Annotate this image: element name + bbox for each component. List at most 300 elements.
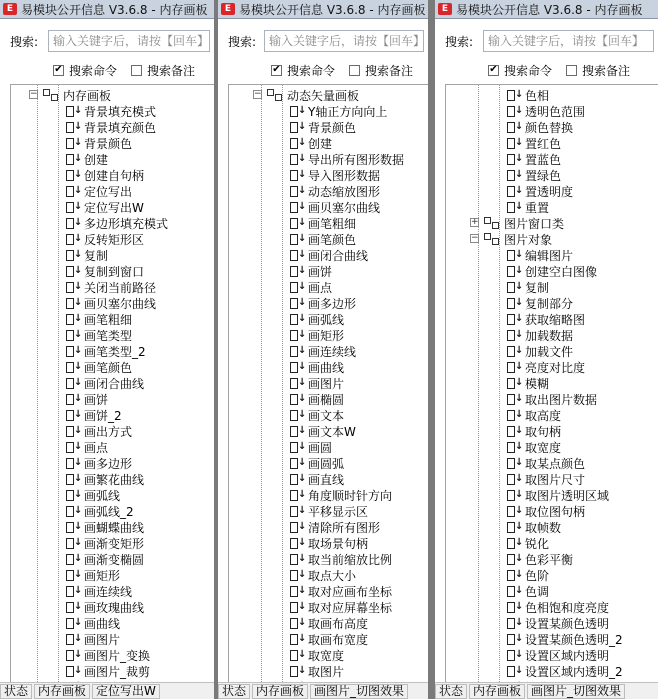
tree-method-node[interactable]: [11, 631, 214, 647]
tree-method-node[interactable]: [11, 279, 214, 295]
tree-method-node[interactable]: [11, 263, 214, 279]
tree-node-label: 画连续线: [308, 344, 357, 359]
status-segment: 内存画板: [252, 684, 308, 699]
method-icon: ↓: [290, 137, 304, 149]
tree-method-node[interactable]: [446, 263, 658, 279]
method-icon: ↓: [507, 505, 521, 517]
tree-node-label: 创建: [84, 152, 109, 167]
tree-node-label: 动态矢量画板: [287, 88, 360, 103]
title-bar[interactable]: [218, 0, 428, 19]
method-icon: ↓: [66, 649, 80, 661]
method-icon: ↓: [66, 121, 80, 133]
tree-node-label: 图片对象: [504, 232, 553, 247]
method-icon: ↓: [290, 153, 304, 165]
tree-method-node[interactable]: [446, 487, 658, 503]
tree-method-node[interactable]: [446, 247, 658, 263]
tree-node-label: 取对应画布坐标: [308, 584, 393, 599]
tree-node-label: 复制到窗口: [84, 264, 145, 279]
search-note-checkbox[interactable]: [131, 62, 195, 79]
tree-class-node[interactable]: [446, 231, 658, 247]
tree-method-node[interactable]: [11, 311, 214, 327]
search-command-checkbox-box[interactable]: ✔: [489, 64, 498, 75]
tree-method-node[interactable]: [446, 567, 658, 583]
method-icon: ↓: [507, 377, 521, 389]
method-icon: ↓: [290, 649, 304, 661]
tree-node-label: 创建空白图像: [525, 264, 598, 279]
tree-method-node[interactable]: [11, 535, 214, 551]
method-icon: ↓: [66, 409, 80, 421]
tree-method-node[interactable]: [446, 455, 658, 471]
method-icon: ↓: [507, 585, 521, 597]
tree-method-node[interactable]: [446, 439, 658, 455]
tree-node-label: 内存画板: [63, 88, 112, 103]
collapse-icon[interactable]: −: [471, 233, 479, 243]
tree-method-node[interactable]: [11, 519, 214, 535]
collapse-icon[interactable]: −: [30, 89, 38, 99]
tree-node-label: 画笔粗细: [84, 312, 133, 327]
tree-node-label: 图片窗口类: [504, 216, 565, 231]
search-command-checkbox-box[interactable]: ✔: [54, 64, 63, 75]
tree-node-label: 背景颜色: [84, 136, 133, 151]
tree-method-node[interactable]: [446, 583, 658, 599]
tree-node-label: 平移显示区: [308, 504, 369, 519]
tree-node-label: 画出方式: [84, 424, 133, 439]
search-command-checkbox[interactable]: [488, 62, 552, 79]
method-icon: ↓: [290, 473, 304, 485]
app-logo-icon: E: [438, 3, 452, 15]
tree-method-node[interactable]: [229, 503, 428, 519]
search-options: [0, 61, 214, 79]
tree-node-label: 画文本W: [308, 424, 356, 439]
method-icon: ↓: [66, 505, 80, 517]
tree-node-label: 画图片: [308, 376, 345, 391]
method-icon: ↓: [66, 345, 80, 357]
tree-node-label: 取帧数: [525, 520, 562, 535]
tree-method-node[interactable]: [11, 183, 214, 199]
method-icon: ↓: [507, 665, 521, 677]
tree-method-node[interactable]: [446, 199, 658, 215]
tree-node-label: 重置: [525, 200, 550, 215]
method-icon: ↓: [66, 153, 80, 165]
window-title: 易模块公开信息 V3.6.8 - 内存画板: [456, 2, 643, 17]
tree-method-node[interactable]: [446, 119, 658, 135]
tree-node-label: 画笔颜色: [308, 232, 357, 247]
status-segment: 内存画板: [34, 684, 90, 699]
tree-node-label: 取对应屏幕坐标: [308, 600, 393, 615]
function-tree[interactable]: [228, 84, 428, 683]
method-icon: ↓: [66, 329, 80, 341]
tree-method-node[interactable]: [446, 519, 658, 535]
method-icon: ↓: [290, 633, 304, 645]
tree-method-node[interactable]: [11, 663, 214, 679]
tree-method-node[interactable]: [229, 359, 428, 375]
tree-node-label: 获取缩略图: [525, 312, 586, 327]
app-logo-icon: E: [3, 3, 17, 15]
tree-method-node[interactable]: [11, 135, 214, 151]
tree-node-label: 画点: [84, 440, 109, 455]
tree-node-label: 画闭合曲线: [84, 376, 145, 391]
search-note-checkbox-box[interactable]: [349, 65, 360, 76]
tree-node-label: 设置区域内透明_2: [525, 664, 623, 679]
tree-method-node[interactable]: [446, 391, 658, 407]
method-icon: ↓: [507, 489, 521, 501]
method-icon: ↓: [290, 345, 304, 357]
tree-node-label: 画繁花曲线: [84, 472, 145, 487]
tree-method-node[interactable]: [229, 631, 428, 647]
method-icon: ↓: [290, 665, 304, 677]
status-bar: [218, 682, 428, 699]
tree-node-label: 取画布高度: [308, 616, 369, 631]
tree-method-node[interactable]: [446, 311, 658, 327]
tree-node-label: 画点: [308, 280, 333, 295]
tree-node-label: 模糊: [525, 376, 550, 391]
tree-method-node[interactable]: [229, 519, 428, 535]
tree-node-label: 画矩形: [308, 328, 345, 343]
tree-node-label: 复制部分: [525, 296, 574, 311]
tree-node-label: 画圆弧: [308, 456, 345, 471]
expand-icon[interactable]: +: [471, 217, 479, 227]
method-icon: ↓: [66, 249, 80, 261]
tree-method-node[interactable]: [229, 439, 428, 455]
method-icon: ↓: [507, 169, 521, 181]
tree-node-label: 取句柄: [525, 424, 562, 439]
method-icon: ↓: [507, 393, 521, 405]
tree-method-node[interactable]: [229, 455, 428, 471]
method-icon: ↓: [66, 169, 80, 181]
tree-node-label: 画饼: [84, 392, 109, 407]
method-icon: ↓: [507, 649, 521, 661]
tree-method-node[interactable]: [11, 503, 214, 519]
tree-method-node[interactable]: [11, 215, 214, 231]
method-icon: ↓: [66, 137, 80, 149]
method-icon: ↓: [66, 633, 80, 645]
status-segment: 画图片_切图效果: [310, 684, 408, 699]
tree-node-label: 取图片透明区域: [525, 488, 610, 503]
search-row: [435, 28, 658, 54]
tree-node-label: 画弧线_2: [84, 504, 134, 519]
tree-method-node[interactable]: [229, 231, 428, 247]
search-command-checkbox[interactable]: [53, 62, 117, 79]
tree-node-label: 设置某颜色透明_2: [525, 632, 623, 647]
tree-node-label: 画笔颜色: [84, 360, 133, 375]
tree-node-label: 加载文件: [525, 344, 574, 359]
tree-method-node[interactable]: [11, 439, 214, 455]
tree-node-label: 画曲线: [84, 616, 121, 631]
tree-method-node[interactable]: [446, 615, 658, 631]
method-icon: ↓: [507, 329, 521, 341]
tree-method-node[interactable]: [11, 391, 214, 407]
tree-node-label: 颜色替换: [525, 120, 574, 135]
search-input[interactable]: [264, 30, 424, 52]
tree-method-node[interactable]: [11, 487, 214, 503]
tree-node-label: 画闭合曲线: [308, 248, 369, 263]
tree-method-node[interactable]: [446, 503, 658, 519]
tree-node-label: 动态缩放图形: [308, 184, 381, 199]
search-note-checkbox-box[interactable]: [566, 65, 577, 76]
tree-method-node[interactable]: [229, 295, 428, 311]
tree-method-node[interactable]: [229, 551, 428, 567]
tree-node-label: 取场景句柄: [308, 536, 369, 551]
method-icon: ↓: [290, 281, 304, 293]
method-icon: ↓: [66, 233, 80, 245]
method-icon: ↓: [290, 537, 304, 549]
method-icon: ↓: [66, 377, 80, 389]
tree-node-label: 色相饱和度亮度: [525, 600, 610, 615]
method-icon: ↓: [66, 473, 80, 485]
function-tree[interactable]: [445, 84, 658, 683]
tree-method-node[interactable]: [229, 343, 428, 359]
tree-method-node[interactable]: [229, 119, 428, 135]
tree-method-node[interactable]: [11, 375, 214, 391]
method-icon: ↓: [507, 297, 521, 309]
method-icon: ↓: [66, 553, 80, 565]
tree-method-node[interactable]: [11, 599, 214, 615]
tree-method-node[interactable]: [11, 327, 214, 343]
search-command-checkbox[interactable]: [271, 62, 335, 79]
tree-node-label: 复制: [525, 280, 550, 295]
tree-method-node[interactable]: [229, 567, 428, 583]
tree-method-node[interactable]: [229, 647, 428, 663]
tree-method-node[interactable]: [446, 375, 658, 391]
tree-method-node[interactable]: [11, 567, 214, 583]
method-icon: ↓: [290, 297, 304, 309]
method-icon: ↓: [290, 441, 304, 453]
status-segment: 画图片_切图效果: [527, 684, 625, 699]
tree-node-label: 多边形填充模式: [84, 216, 169, 231]
tree-method-node[interactable]: [11, 103, 214, 119]
search-input[interactable]: [48, 30, 210, 52]
tree-method-node[interactable]: [446, 87, 658, 103]
tree-node-label: 导出所有图形数据: [308, 152, 405, 167]
tree-method-node[interactable]: [446, 599, 658, 615]
tree-method-node[interactable]: [11, 583, 214, 599]
module-window-2: [218, 0, 428, 699]
tree-method-node[interactable]: [229, 535, 428, 551]
method-icon: ↓: [290, 457, 304, 469]
tree-method-node[interactable]: [229, 135, 428, 151]
method-icon: ↓: [66, 601, 80, 613]
tree-method-node[interactable]: [229, 583, 428, 599]
title-bar[interactable]: [0, 0, 214, 19]
search-command-checkbox-box[interactable]: ✔: [272, 64, 281, 75]
method-icon: ↓: [507, 569, 521, 581]
tree-method-node[interactable]: [11, 423, 214, 439]
tree-method-node[interactable]: [11, 359, 214, 375]
tree-node-label: 复制: [84, 248, 109, 263]
tree-node-label: 画多边形: [84, 456, 133, 471]
method-icon: ↓: [66, 281, 80, 293]
tree-method-node[interactable]: [229, 151, 428, 167]
tree-method-node[interactable]: [229, 215, 428, 231]
tree-method-node[interactable]: [11, 247, 214, 263]
search-input[interactable]: [483, 30, 654, 52]
tree-method-node[interactable]: [11, 295, 214, 311]
tree-method-node[interactable]: [11, 471, 214, 487]
tree-method-node[interactable]: [229, 375, 428, 391]
method-icon: ↓: [290, 585, 304, 597]
class-icon: [43, 89, 59, 101]
search-note-checkbox[interactable]: [349, 62, 413, 79]
method-icon: ↓: [507, 345, 521, 357]
method-icon: ↓: [66, 441, 80, 453]
method-icon: ↓: [290, 409, 304, 421]
tree-node-label: 画笔粗细: [308, 216, 357, 231]
tree-method-node[interactable]: [229, 599, 428, 615]
method-icon: ↓: [290, 617, 304, 629]
tree-node-label: 透明色范围: [525, 104, 586, 119]
method-icon: ↓: [290, 105, 304, 117]
tree-method-node[interactable]: [229, 247, 428, 263]
method-icon: ↓: [507, 201, 521, 213]
tree-method-node[interactable]: [11, 119, 214, 135]
tree-node-label: 画直线: [308, 472, 345, 487]
tree-method-node[interactable]: [229, 183, 428, 199]
method-icon: ↓: [290, 313, 304, 325]
method-icon: ↓: [507, 537, 521, 549]
tree-node-label: 编辑图片: [525, 248, 574, 263]
module-window-1: [0, 0, 214, 699]
tree-method-node[interactable]: [229, 103, 428, 119]
tree-method-node[interactable]: [229, 407, 428, 423]
method-icon: ↓: [507, 553, 521, 565]
tree-method-node[interactable]: [11, 199, 214, 215]
method-icon: ↓: [290, 361, 304, 373]
method-icon: ↓: [507, 361, 521, 373]
tree-method-node[interactable]: [229, 391, 428, 407]
tree-node-label: 画贝塞尔曲线: [84, 296, 157, 311]
class-icon: [267, 89, 283, 101]
tree-method-node[interactable]: [446, 343, 658, 359]
method-icon: ↓: [290, 505, 304, 517]
status-segment: 定位写出W: [92, 684, 160, 699]
tree-method-node[interactable]: [446, 423, 658, 439]
tree-method-node[interactable]: [229, 663, 428, 679]
tree-method-node[interactable]: [11, 455, 214, 471]
method-icon: ↓: [290, 569, 304, 581]
tree-class-node[interactable]: [446, 215, 658, 231]
tree-node-label: 定位写出: [84, 184, 133, 199]
tree-method-node[interactable]: [11, 167, 214, 183]
tree-method-node[interactable]: [11, 647, 214, 663]
search-label: 搜索:: [228, 34, 257, 49]
tree-method-node[interactable]: [229, 487, 428, 503]
tree-method-node[interactable]: [229, 615, 428, 631]
method-icon: ↓: [66, 665, 80, 677]
tree-method-node[interactable]: [229, 327, 428, 343]
method-icon: ↓: [66, 585, 80, 597]
tree-node-label: 亮度对比度: [525, 360, 586, 375]
tree-node-label: 取位图句柄: [525, 504, 586, 519]
tree-method-node[interactable]: [229, 311, 428, 327]
method-icon: ↓: [507, 441, 521, 453]
method-icon: ↓: [507, 89, 521, 101]
tree-node-label: 置透明度: [525, 184, 574, 199]
search-note-checkbox-box[interactable]: [131, 65, 142, 76]
tree-method-node[interactable]: [446, 279, 658, 295]
tree-method-node[interactable]: [11, 343, 214, 359]
collapse-icon[interactable]: −: [254, 89, 262, 99]
method-icon: ↓: [290, 393, 304, 405]
method-icon: ↓: [290, 265, 304, 277]
search-options: [218, 61, 428, 79]
tree-node-label: 画笔类型: [84, 328, 133, 343]
class-icon: [484, 233, 500, 245]
tree-node-label: 取当前缩放比例: [308, 552, 393, 567]
search-note-checkbox[interactable]: [566, 62, 630, 79]
tree-method-node[interactable]: [446, 663, 658, 679]
method-icon: ↓: [290, 553, 304, 565]
method-icon: ↓: [507, 249, 521, 261]
tree-method-node[interactable]: [229, 199, 428, 215]
tree-node-label: 取宽度: [525, 440, 562, 455]
function-tree[interactable]: [10, 84, 214, 683]
tree-node-label: 取图片尺寸: [525, 472, 586, 487]
tree-method-node[interactable]: [446, 151, 658, 167]
tree-method-node[interactable]: [11, 151, 214, 167]
tree-node-label: 加载数据: [525, 328, 574, 343]
status-bar: [435, 682, 658, 699]
tree-node-label: 取高度: [525, 408, 562, 423]
tree-method-node[interactable]: [446, 103, 658, 119]
tree-method-node[interactable]: [229, 167, 428, 183]
method-icon: ↓: [290, 169, 304, 181]
tree-method-node[interactable]: [446, 327, 658, 343]
tree-method-node[interactable]: [11, 231, 214, 247]
search-command-checkbox-label: 搜索命令: [287, 63, 336, 78]
status-segment: 状态: [0, 684, 32, 699]
tree-method-node[interactable]: [229, 279, 428, 295]
method-icon: ↓: [66, 617, 80, 629]
tree-method-node[interactable]: [229, 263, 428, 279]
status-segment: 状态: [435, 684, 467, 699]
tree-method-node[interactable]: [446, 647, 658, 663]
tree-node-label: 取出图片数据: [525, 392, 598, 407]
method-icon: ↓: [507, 473, 521, 485]
search-row: [218, 28, 428, 54]
tree-node-label: 取图片: [308, 664, 345, 679]
tree-node-label: 画图片: [84, 632, 121, 647]
tree-node-label: 清除所有图形: [308, 520, 381, 535]
tree-method-node[interactable]: [446, 167, 658, 183]
search-command-checkbox-label: 搜索命令: [69, 63, 118, 78]
tree-method-node[interactable]: [446, 631, 658, 647]
method-icon: ↓: [507, 265, 521, 277]
tree-node-label: 画曲线: [308, 360, 345, 375]
tree-class-node[interactable]: [229, 87, 428, 103]
tree-class-node[interactable]: [11, 87, 214, 103]
tree-node-label: 背景填充颜色: [84, 120, 157, 135]
tree-method-node[interactable]: [11, 551, 214, 567]
tree-node-label: 创建自句柄: [84, 168, 145, 183]
class-icon: [484, 217, 500, 229]
tree-method-node[interactable]: [11, 615, 214, 631]
tree-node-label: 画圆: [308, 440, 333, 455]
tree-method-node[interactable]: [11, 407, 214, 423]
tree-method-node[interactable]: [229, 423, 428, 439]
tree-method-node[interactable]: [446, 183, 658, 199]
title-bar[interactable]: [435, 0, 658, 19]
tree-node-label: 画饼: [308, 264, 333, 279]
tree-method-node[interactable]: [446, 551, 658, 567]
tree-method-node[interactable]: [446, 359, 658, 375]
tree-method-node[interactable]: [446, 471, 658, 487]
tree-method-node[interactable]: [229, 471, 428, 487]
tree-method-node[interactable]: [446, 295, 658, 311]
tree-method-node[interactable]: [446, 407, 658, 423]
method-icon: ↓: [66, 265, 80, 277]
tree-method-node[interactable]: [446, 135, 658, 151]
tree-method-node[interactable]: [446, 535, 658, 551]
